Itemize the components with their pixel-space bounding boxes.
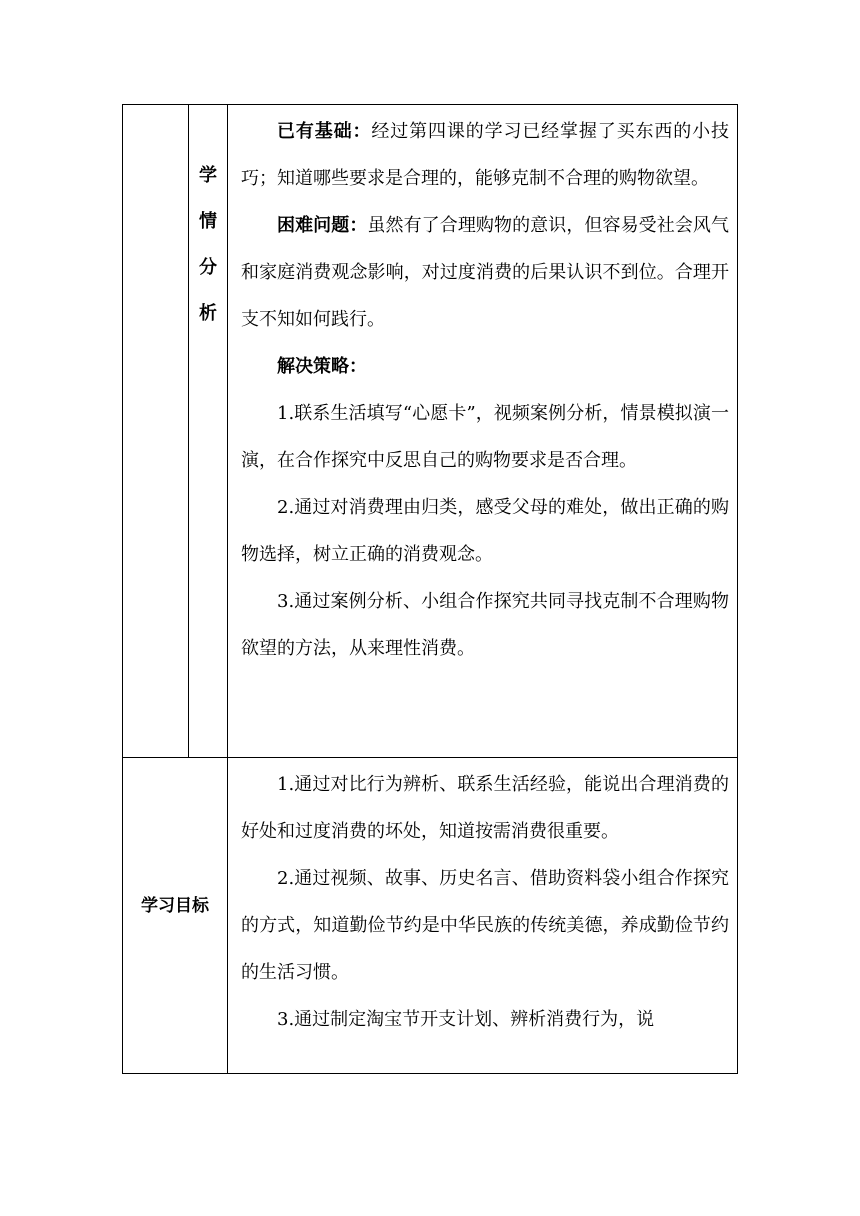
section1-content — [241, 108, 729, 672]
paragraph: 解决策略： — [277, 356, 367, 377]
paragraph: 已有基础：经过第四课的学习已经掌握了买东西的小技巧；知道哪些要求是合理的，能够克制不合理的购物欲望。 — [241, 121, 730, 189]
section2-content — [241, 761, 729, 1043]
col-divider-1 — [188, 105, 189, 758]
paragraph: 1.通过对比行为辨析、联系生活经验，能说出合理消费的好处和过度消费的坏处，知道按需消费很重要。 — [241, 774, 729, 842]
label-char: 分 — [199, 257, 217, 278]
section-label-xueqing — [190, 153, 226, 337]
row-divider — [123, 757, 737, 758]
paragraph: 困难问题：虽然有了合理购物的意识，但容易受社会风气和家庭消费观念影响，对过度消费的后果认识不到位。合理开支不知如何践行。 — [241, 215, 730, 330]
label-char: 情 — [199, 211, 217, 232]
section-label-xuexi-mubiao: 学习目标 — [141, 896, 209, 916]
paragraph: 2.通过视频、故事、历史名言、借助资料袋小组合作探究的方式，知道勤俭节约是中华民族的传统美德，养成勤俭节约的生活习惯。 — [241, 868, 729, 983]
content-table — [122, 104, 738, 1074]
col-divider-2 — [227, 105, 228, 1073]
label-char: 学 — [199, 165, 217, 186]
label-char: 析 — [199, 303, 217, 324]
paragraph: 1.联系生活填写“心愿卡”，视频案例分析，情景模拟演一演，在合作探究中反思自己的购物要求是否合理。 — [241, 403, 729, 471]
paragraph: 3.通过制定淘宝节开支计划、辨析消费行为，说 — [277, 1009, 655, 1030]
paragraph: 2.通过对消费理由归类，感受父母的难处，做出正确的购物选择，树立正确的消费观念。 — [241, 497, 729, 565]
paragraph: 3.通过案例分析、小组合作探究共同寻找克制不合理购物欲望的方法，从来理性消费。 — [241, 591, 729, 659]
